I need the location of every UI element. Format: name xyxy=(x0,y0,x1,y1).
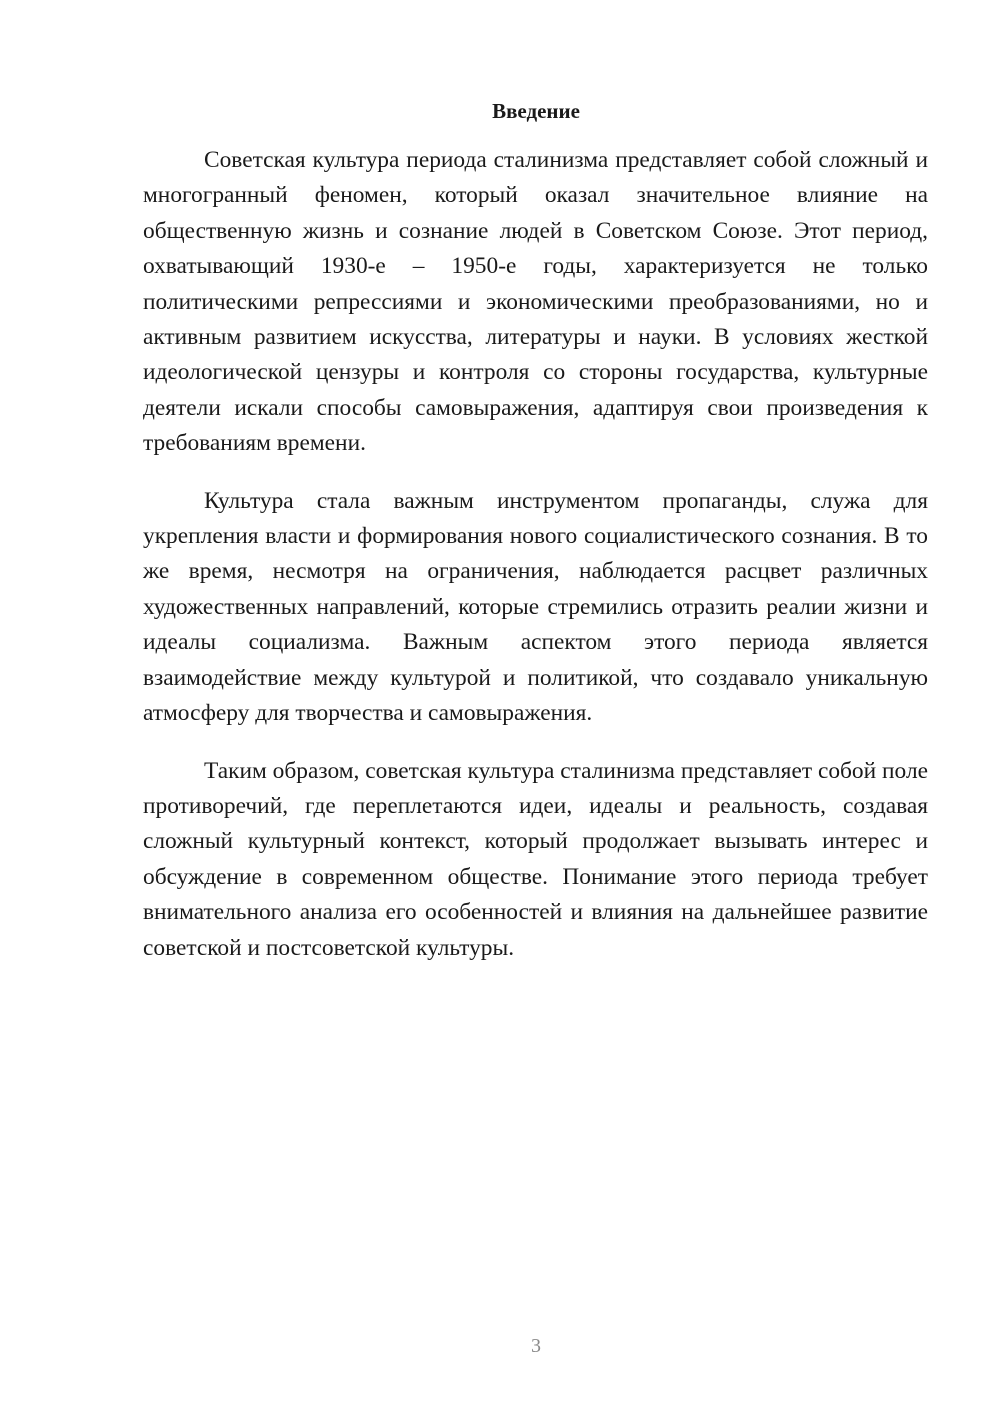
section-title: Введение xyxy=(492,99,580,123)
paragraph-3: Таким образом, советская культура сталинизма представляет собой поле противоречий, где переплетаются идеи, идеалы и реальность, создавая сложный культурный контекст, который продолжает вызывать интерес и обсуждение в современном обществе. Понимание этого периода требует внимательного анализа его особенностей и влияния на дальнейшее развитие советской и постсоветской культуры. xyxy=(143,757,928,961)
body-text xyxy=(143,143,928,988)
paragraph-2: Культура стала важным инструментом пропаганды, служа для укрепления власти и формирования нового социалистического сознания. В то же время, несмотря на ограничения, наблюдается расцвет различных художественных направлений, которые стремились отразить реалии жизни и идеалы социализма. Важным аспектом этого периода является взаимодействие между культурой и политикой, что создавало уникальную атмосферу для творчества и самовыражения. xyxy=(143,487,928,727)
page-number: 3 xyxy=(531,1335,541,1357)
paragraph-1: Советская культура периода сталинизма представляет собой сложный и многогранный феномен, который оказал значительное влияние на общественную жизнь и сознание людей в Советском Союзе. Этот период, охватывающий 1930-е – 1950-е годы, характеризуется не только политическими репрессиями и экономическими преобразованиями, но и активным развитием искусства, литературы и науки. В условиях жесткой идеологической цензуры и контроля со стороны государства, культурные деятели искали способы самовыражения, адаптируя свои произведения к требованиям времени. xyxy=(143,147,928,457)
